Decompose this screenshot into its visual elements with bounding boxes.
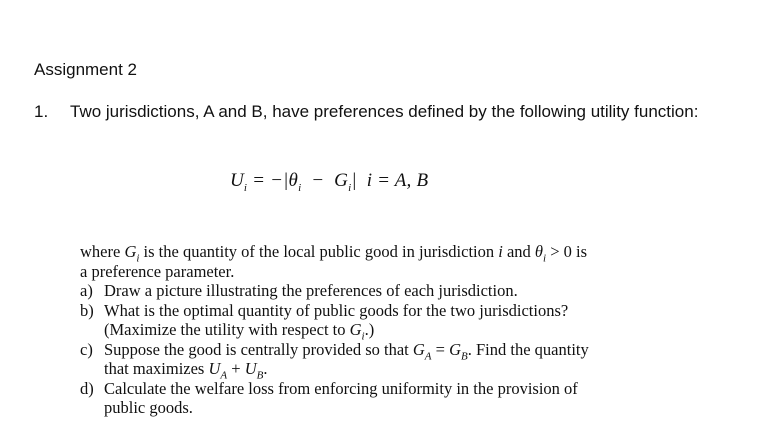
part-c-text-line-1: Suppose the good is centrally provided so that $G_A = G_B$. Find the quantity <box>104 339 589 362</box>
equation-rendered: $U_i = -|\theta_i - G_i|$ i = A, B <box>230 170 429 194</box>
part-c-label: c) <box>80 339 93 359</box>
part-c <box>80 340 720 360</box>
question-body <box>80 242 720 418</box>
part-a-label: a) <box>80 281 93 300</box>
part-a-text: Draw a picture illustrating the preferences of each jurisdiction. <box>104 281 518 300</box>
description-line-1: where $G_i$ is the quantity of the local public good in jurisdiction i and $\theta_i > 0$ is <box>80 242 588 265</box>
question-number: 1. <box>34 102 49 121</box>
part-d-text-line-2: public goods. <box>104 398 193 417</box>
part-d <box>80 379 720 399</box>
part-d-text-line-1: Calculate the welfare loss from enforcing uniformity in the provision of <box>104 378 578 398</box>
part-b-label: b) <box>80 300 94 320</box>
part-b-text-line-2: (Maximize the utility with respect to $G_i$.) <box>104 320 375 343</box>
question-1 <box>34 102 698 122</box>
utility-equation <box>230 170 428 192</box>
assignment-title: Assignment 2 <box>34 60 137 79</box>
part-a <box>80 281 720 301</box>
part-b-text-line-1: What is the optimal quantity of public goods for the two jurisdictions? <box>104 300 569 320</box>
part-d-label: d) <box>80 378 94 398</box>
part-b <box>80 301 720 321</box>
part-c-text-line-2: that maximizes $U_A + U_B$. <box>104 359 268 382</box>
description-line-2: a preference parameter. <box>80 261 235 281</box>
question-text: Two jurisdictions, A and B, have preferences defined by the following utility function: <box>70 102 699 121</box>
